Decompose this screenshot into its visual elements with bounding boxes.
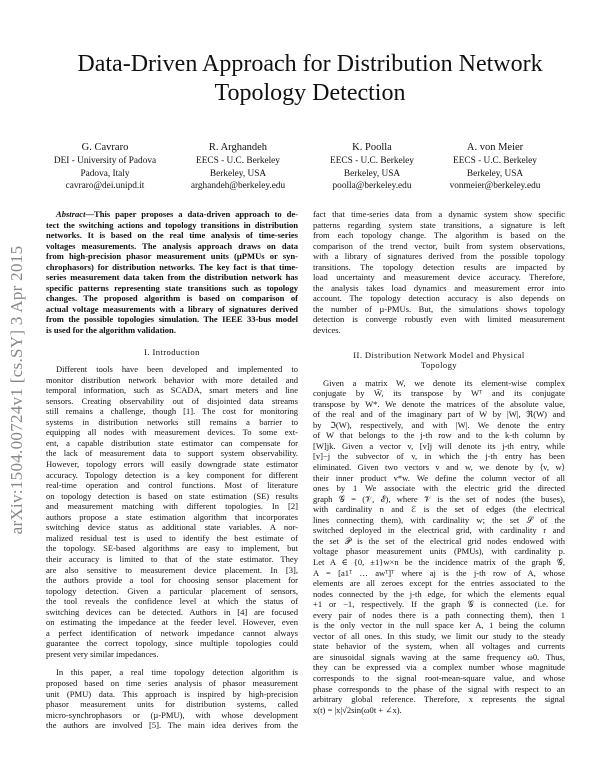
author-affiliation: EECS - U.C. Berkeley — [196, 156, 280, 166]
author-email: cavraro@dei.unipd.it — [65, 181, 145, 192]
body-line: transpose by W*. We denote the matrices of the absolute value, — [313, 398, 565, 409]
author-location: Berkeley, USA — [209, 168, 267, 179]
body-line: their accuracy is limited to that of the state estimator. They — [46, 553, 298, 564]
right-column — [313, 209, 565, 715]
body-line: Given a matrix W, we denote its element-wise complex — [323, 377, 565, 388]
body-line: and measurement matching with different topologies. In [2] — [46, 501, 298, 512]
arxiv-stamp — [4, 200, 30, 580]
body-line: still remains a challenge, though [1]. The cost for monitoring — [46, 406, 298, 417]
body-line: Different tools have been developed and implemented to — [56, 364, 298, 375]
author-email: arghandeh@berkeley.edu — [190, 181, 286, 192]
author-email: vonmeier@berkeley.edu — [449, 181, 541, 192]
body-line: the tool reveals the confidence level at which the status of — [46, 596, 298, 607]
abstract-line: voltages measurements. The analysis approach draws on data — [46, 240, 298, 251]
abstract-line: actual voltage measurements with a library of signatures derived — [46, 303, 298, 314]
body-line: comparison of the trend vector, built from system observations, — [313, 240, 565, 251]
body-line: conjugate by W̄, its transpose by Wᵀ and its conjugate — [313, 388, 565, 399]
body-line: temporal information, such as SCADA, smart meters and line — [46, 385, 298, 396]
body-line: transitions. The topology detection results are impacted by — [313, 261, 565, 272]
arxiv-id: arXiv:1504.00724v1 [cs.SY] 3 Apr 2015 — [7, 245, 26, 535]
title-line: Topology Detection — [214, 80, 406, 106]
body-line: accuracy. Topology detection is a key component for different — [46, 469, 298, 480]
abstract-line: series measurement data taken from the distribution network has — [46, 272, 298, 283]
abstract-line — [46, 209, 298, 220]
body-line: authors propose a state estimation algorithm that incorporates — [46, 511, 298, 522]
author-email: poolla@berkeley.edu — [332, 181, 412, 192]
right-paragraph-2 — [313, 378, 565, 716]
body-line: monitor distribution network behavior with more detailed and — [46, 374, 298, 385]
body-line: a perfect identification of network impedance cannot always — [46, 627, 298, 638]
body-line: vector of all ones. In this study, we limit our study to the steady — [313, 630, 565, 641]
body-line: In this paper, a real time topology detection algorithm is — [56, 667, 298, 678]
body-line: fact that time-series data from a dynamic system show specific — [313, 209, 565, 219]
body-line: the authors are involved [5]. The main idea derives from the — [46, 720, 298, 731]
section-heading: I. Introduction — [144, 346, 200, 357]
body-line: account. The topology detection accuracy is also depends on — [313, 293, 565, 304]
author-affiliation: EECS - U.C. Berkeley — [330, 156, 414, 166]
author-name: G. Cavraro — [81, 142, 129, 153]
author-location: Berkeley, USA — [466, 168, 524, 179]
author-card — [179, 141, 297, 193]
section-heading-line: Topology — [420, 360, 458, 371]
body-line: lines connecting them), with cardinality w; the set 𝒮 of the — [313, 514, 565, 525]
body-line: are sinusoidal signals waving at the same frequency ω0. Thus, — [313, 651, 565, 662]
body-line: However, topology errors will easily downgrade state estimator — [46, 459, 298, 470]
body-line: devices. — [313, 325, 341, 336]
body-line: arbitrary global reference. Therefore, x represents the signal — [313, 694, 565, 705]
body-line: switching device status as additional state variables. A nor- — [46, 522, 298, 533]
intro-paragraph-1 — [46, 364, 298, 659]
body-line: ent, a capable distribution state estimator can compensate for — [46, 437, 298, 448]
body-line: their inner product v*w. We define the column vector of all — [313, 472, 565, 483]
body-line: load uncertainty and measurement device accuracy. Therefore, — [313, 272, 565, 283]
body-line: guarantee the correct topology, since multiple topologies could — [46, 638, 298, 649]
body-line: the lack of measurement data to support system observability. — [46, 448, 298, 459]
body-line: systems in distribution networks still remains a barrier to — [46, 416, 298, 427]
body-line: the set 𝒫 is the set of the electrical grid nodes endowed with — [313, 535, 565, 546]
body-line: of W that belongs to the j-th row and to the k-th column by — [313, 430, 565, 441]
body-line: with a library of signatures derived from the possible topology — [313, 251, 565, 262]
abstract — [46, 209, 298, 336]
body-line: topology detection. Given a particular placement of sensors, — [46, 585, 298, 596]
body-line: with cardinality n and ℰ is the set of edges (the electrical — [313, 504, 565, 515]
body-line: the authors provide a tool for choosing sensor placement for — [46, 575, 298, 586]
body-line: x(t) = |x|√2sin(ω0t + ∠x). — [313, 704, 402, 715]
paper-title — [40, 50, 580, 108]
left-column — [46, 209, 298, 731]
abstract-line: is used for the algorithm validation. — [46, 325, 176, 336]
body-line: A = [a1ᵀ … awᵀ]ᵀ where aj is the j-th row of A, whose — [313, 567, 565, 578]
body-line: micro-synchrophasors or (µ-PMU), with whose development — [46, 709, 298, 720]
abstract-line-text: —This paper proposes a data-driven approach to de- — [85, 209, 298, 219]
body-line: is the only vector in the null space ker A, 1 being the column — [313, 620, 565, 631]
body-line: elements are all zeroes except for the entries associated to the — [313, 578, 565, 589]
body-line: voltage phasor measurement units (PMUs), with cardinality p. — [313, 546, 565, 557]
body-line: graph 𝒢 = (𝒱, ℰ), where 𝒱 is the set of nodes (the buses), — [313, 493, 565, 504]
body-line: Let A ∈ {0, ±1}w×n be the incidence matrix of the graph 𝒢, — [313, 556, 565, 567]
body-line: present very similar impedances. — [46, 648, 159, 659]
author-location: Berkeley, USA — [343, 168, 401, 179]
body-line: the topology. SE-based algorithms are easy to implement, but — [46, 543, 298, 554]
intro-paragraph-2 — [46, 667, 298, 730]
section-heading — [313, 350, 565, 371]
abstract-line: tect the switching actions and topology transitions in distribution — [46, 219, 298, 230]
author-block — [46, 141, 586, 193]
author-card — [46, 141, 164, 193]
body-line: [v]−j the subvector of v, in which the j-th entry has been — [313, 451, 565, 462]
body-line: sensors. Creating observability out of disjointed data streams — [46, 395, 298, 406]
author-location: Padova, Italy — [80, 168, 130, 179]
body-line: on topology detection is based on state estimation (SE) results — [46, 490, 298, 501]
body-line: are also sensitive to measurement device placement. In [3], — [46, 564, 298, 575]
author-affiliation: EECS - U.C. Berkeley — [453, 156, 537, 166]
body-line: every pair of nodes there is a path connecting them), then 1 — [313, 609, 565, 620]
title-line: Data-Driven Approach for Distribution Network — [77, 51, 543, 77]
abstract-line: from the possible topologies simulation. The IEEE 33-bus model — [46, 314, 298, 325]
body-line: malized residual test is used to identify the best estimate of — [46, 532, 298, 543]
body-line: equipping all nodes with measurement devices. To some ext- — [46, 427, 298, 438]
body-line: switched deployed in the electrical grid, with cardinality r and — [313, 525, 565, 536]
body-line: [W]jk. Given a vector v, [v]j will denote its j-th entry, while — [313, 440, 565, 451]
body-line: from each topology change. The algorithm is based on the — [313, 230, 565, 241]
body-line: proposed based on time series analysis of phasor measurement — [46, 677, 298, 688]
body-line: eliminated. Given two vectors v and w, we denote by ⟨v, w⟩ — [313, 462, 565, 473]
body-line: by ℑ(W), respectively, and with |W|. We denote the entry — [313, 419, 565, 430]
body-line: they can be expressed via a complex number whose magnitude — [313, 662, 565, 673]
body-line: real-time operation and control functions. Most of literature — [46, 480, 298, 491]
body-line: phase corresponds to the phase of the signal with respect to an — [313, 683, 565, 694]
body-line: the number of µ-PMUs. But, the simulations shows topology — [313, 303, 565, 314]
section-heading-line: II. Distribution Network Model and Physical — [353, 349, 525, 360]
body-line: corresponds to the signal root-mean-square value, and whose — [313, 672, 565, 683]
body-line: detection is converge robustly even with limited measurement — [313, 314, 565, 325]
body-line: phasor measurement units for distribution systems, called — [46, 699, 298, 710]
body-line: on estimating the impedance at the feeder level. However, even — [46, 617, 298, 628]
author-card — [436, 141, 554, 193]
body-line: switching devices can be detected. Authors in [4] are focused — [46, 606, 298, 617]
abstract-label: Abstract — [56, 209, 86, 219]
right-paragraph-1 — [313, 209, 565, 336]
body-line: patterns regarding system state transitions, a signature is left — [313, 219, 565, 230]
body-line: +1 or −1, respectively. If the graph 𝒢 is connected (i.e. for — [313, 599, 565, 610]
author-affiliation: DEI - University of Padova — [53, 156, 157, 166]
author-name: R. Arghandeh — [208, 142, 268, 153]
body-line: the analysis takes load dynamics and measurement error into — [313, 282, 565, 293]
abstract-line: chrophasors) for distribution networks. The key fact is that time- — [46, 261, 298, 272]
abstract-line: from high-precision phasor measurement units (µPMUs or syn- — [46, 251, 298, 262]
body-line: state behavior of the system, when all voltages and currents — [313, 641, 565, 652]
body-line: of the real and of the imaginary part of W by |W|, ℜ(W) and — [313, 409, 565, 420]
abstract-line: networks. It is based on the real time analysis of time-series — [46, 230, 298, 241]
author-name: K. Poolla — [352, 142, 392, 153]
body-line: ones by 1 We associate with the electric grid the directed — [313, 483, 565, 494]
author-card — [313, 141, 431, 193]
author-name: A. von Meier — [466, 142, 524, 153]
body-line: unit (PMU) data. This approach is inspired by high-precision — [46, 688, 298, 699]
abstract-line: specific patterns representing state transitions such as topology — [46, 282, 298, 293]
abstract-line: changes. The proposed algorithm is based on comparison of — [46, 293, 298, 304]
body-line: nodes connected by the j-th edge, for which the elements equal — [313, 588, 565, 599]
